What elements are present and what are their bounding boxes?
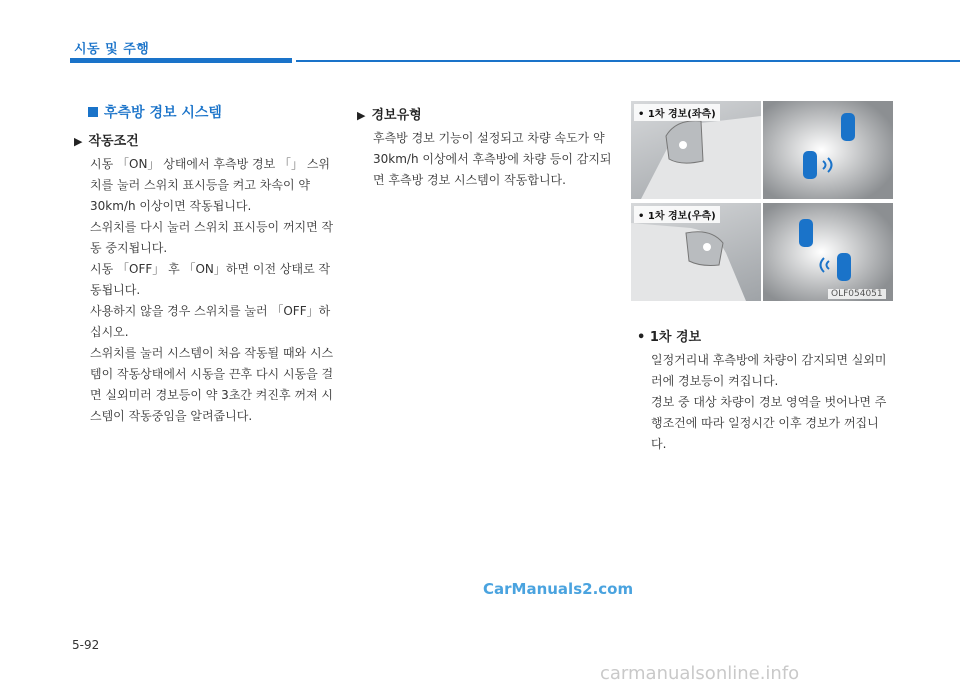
header-rule-thick (70, 58, 292, 63)
section-title: 시동 및 주행 (74, 42, 150, 57)
header-rule-thin (296, 60, 960, 62)
image-label-left: • 1차 경보(좌측) (634, 104, 720, 121)
image-label-right: • 1차 경보(우측) (634, 206, 720, 223)
page-number: 5-92 (72, 638, 100, 652)
car-icon (799, 219, 813, 247)
radar-illustration (763, 203, 893, 301)
paragraph: 일정거리내 후측방에 차량이 감지되면 실외미러에 경보등이 켜집니다. (651, 353, 887, 388)
paragraph: 스위치를 눌러 시스템이 처음 작동될 때와 시스템이 작동상태에서 시동을 끈후 다시 시동을 걸면 실외미러 경보등이 약 3초간 켜진후 꺼져 시스템이 작동중임을 알려줍니다. (90, 346, 334, 423)
triangle-bullet-icon: ▶ (74, 135, 83, 148)
paragraph: 경보 중 대상 차량이 경보 영역을 벗어나면 주행조건에 따라 일정시간 이후 경보가 꺼집니다. (651, 395, 887, 451)
warning-types-title (357, 104, 422, 123)
first-warning-title: • 1차 경보 (637, 330, 702, 345)
warning-types-body (373, 128, 618, 191)
operating-conditions-label: 작동조건 (88, 134, 139, 149)
paragraph: 후측방 경보 기능이 설정되고 차량 속도가 약 30km/h 이상에서 후측방에 차량 등이 감지되면 후측방 경보 시스템이 작동합니다. (373, 131, 612, 187)
triangle-bullet-icon: ▶ (357, 109, 366, 122)
warning-types-label: 경보유형 (371, 108, 422, 123)
car-icon (841, 113, 855, 141)
paragraph: 사용하지 않을 경우 스위치를 눌러 「OFF」하십시오. (90, 304, 331, 339)
page-heading (88, 102, 222, 122)
operating-conditions-body (90, 154, 335, 427)
operating-conditions-title (74, 130, 139, 149)
first-warning-body (651, 350, 891, 455)
paragraph: 시동 「ON」 상태에서 후측방 경보 「」 스위치를 눌러 스위치 표시등을 켜고 차속이 약 30km/h 이상이면 작동됩니다. (90, 157, 331, 213)
page-heading-text: 후측방 경보 시스템 (104, 105, 222, 121)
footer-site: carmanualsonline.info (600, 663, 800, 684)
mirror-warning-light-icon (703, 243, 711, 251)
square-bullet-icon (88, 107, 98, 117)
watermark: CarManuals2.com (483, 580, 634, 598)
radar-illustration (763, 101, 893, 199)
radar-left-image (763, 101, 893, 199)
mirror-warning-light-icon (679, 141, 687, 149)
paragraph: 시동 「OFF」 후 「ON」하면 이전 상태로 작동됩니다. (90, 262, 331, 297)
image-code: OLF054051 (828, 289, 886, 299)
paragraph: 스위치를 다시 눌러 스위치 표시등이 꺼지면 작동 중지됩니다. (90, 220, 334, 255)
radar-right-image (763, 203, 893, 301)
car-icon (803, 151, 817, 179)
car-icon (837, 253, 851, 281)
